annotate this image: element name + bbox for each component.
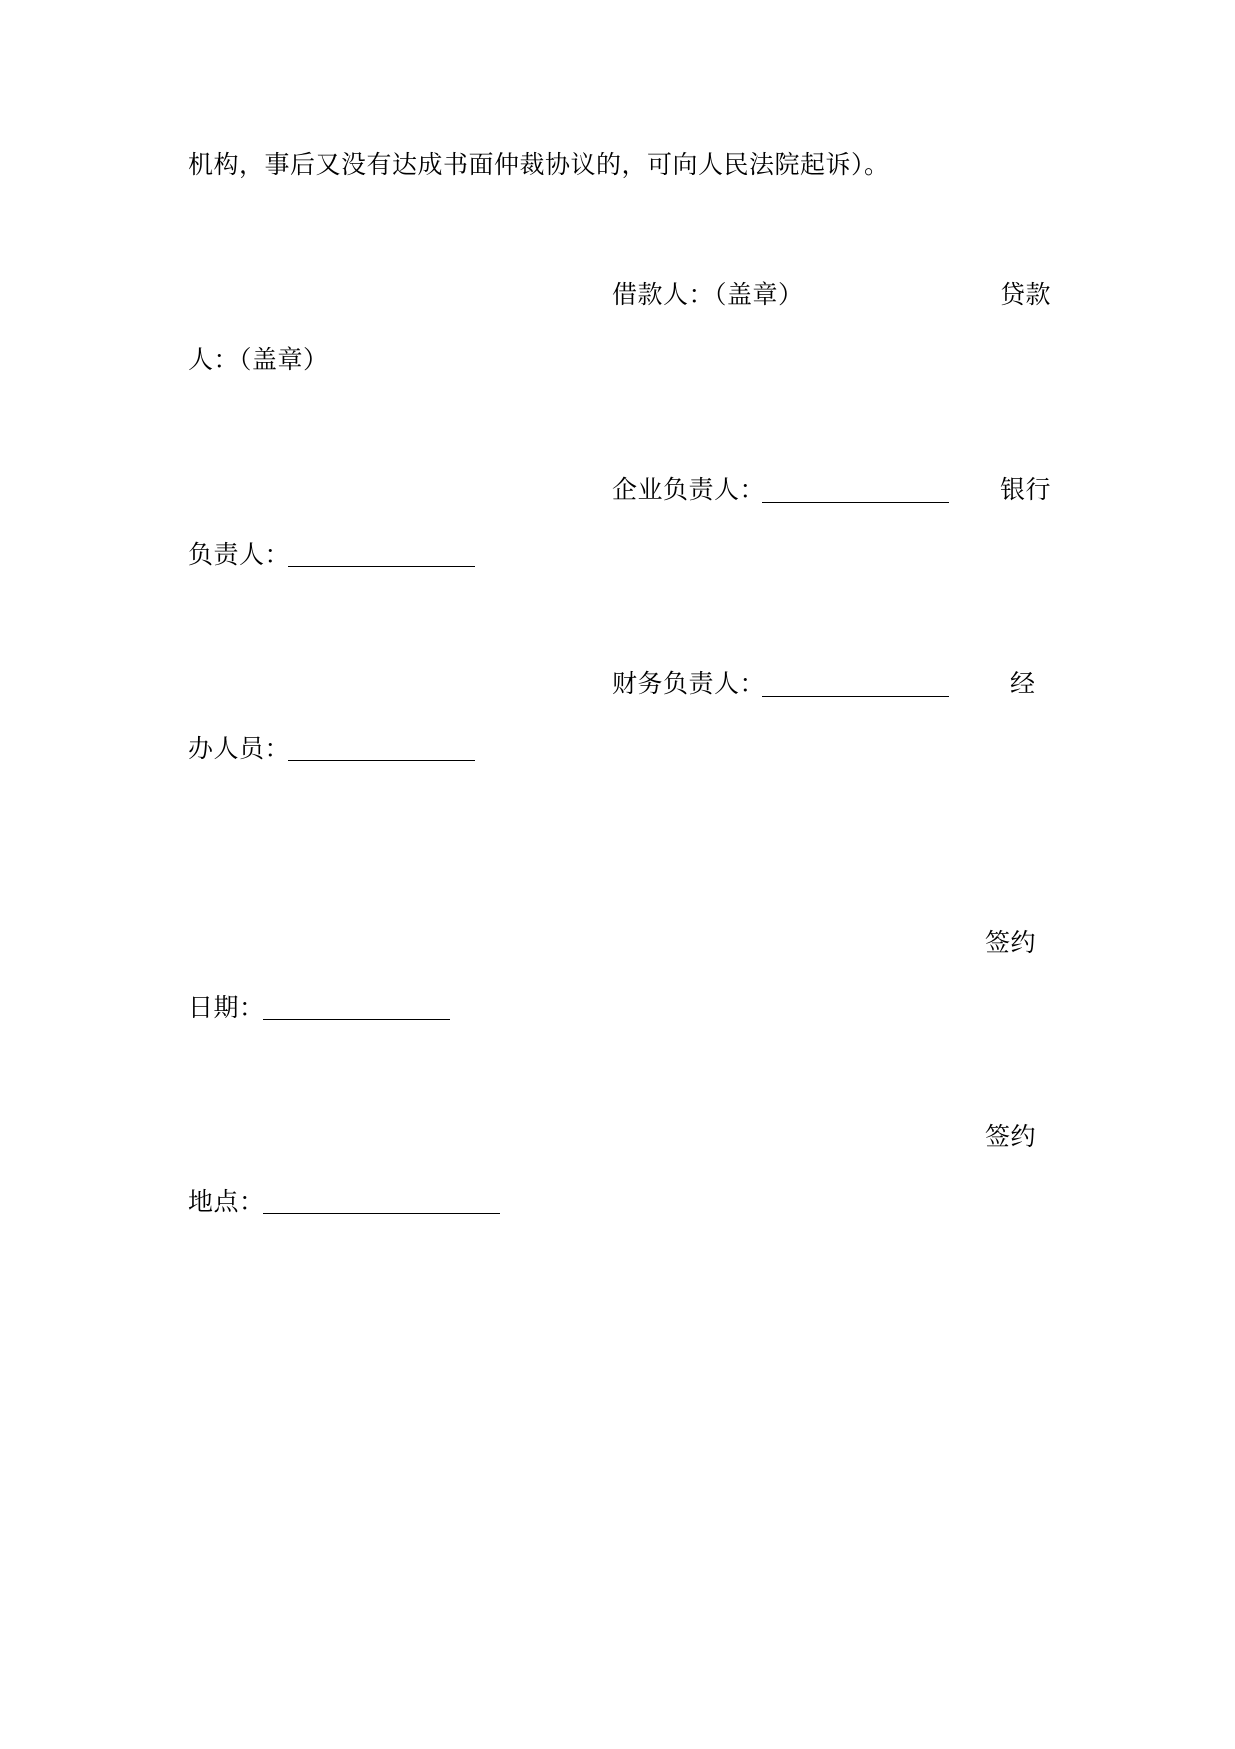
company-head-label: 企业负责人：	[612, 475, 766, 504]
finance-head-label: 财务负责人：	[612, 669, 766, 698]
lender-seal-label-part2: 人：（盖章）	[188, 345, 329, 374]
borrower-seal-label: 借款人：（盖章）	[612, 280, 804, 309]
signing-date-label-part2: 日期：	[188, 993, 265, 1022]
handler-signature-line	[288, 760, 475, 761]
company-head-signature-line	[762, 502, 949, 503]
continued-paragraph: 机构，事后又没有达成书面仲裁协议的，可向人民法院起诉）。	[188, 150, 890, 179]
finance-head-signature-line	[762, 696, 949, 697]
signing-place-label-part1: 签约	[985, 1122, 1037, 1151]
handler-label-part2: 办人员：	[188, 734, 291, 763]
bank-head-signature-line	[288, 566, 475, 567]
signing-place-line	[263, 1213, 500, 1214]
bank-head-label-part1: 银行	[1000, 475, 1052, 504]
signing-place-label-part2: 地点：	[188, 1187, 265, 1216]
signing-date-line	[263, 1019, 450, 1020]
lender-seal-label-part1: 贷款	[1000, 280, 1052, 309]
handler-label-part1: 经	[1010, 669, 1036, 698]
bank-head-label-part2: 负责人：	[188, 540, 291, 569]
signing-date-label-part1: 签约	[985, 928, 1037, 957]
